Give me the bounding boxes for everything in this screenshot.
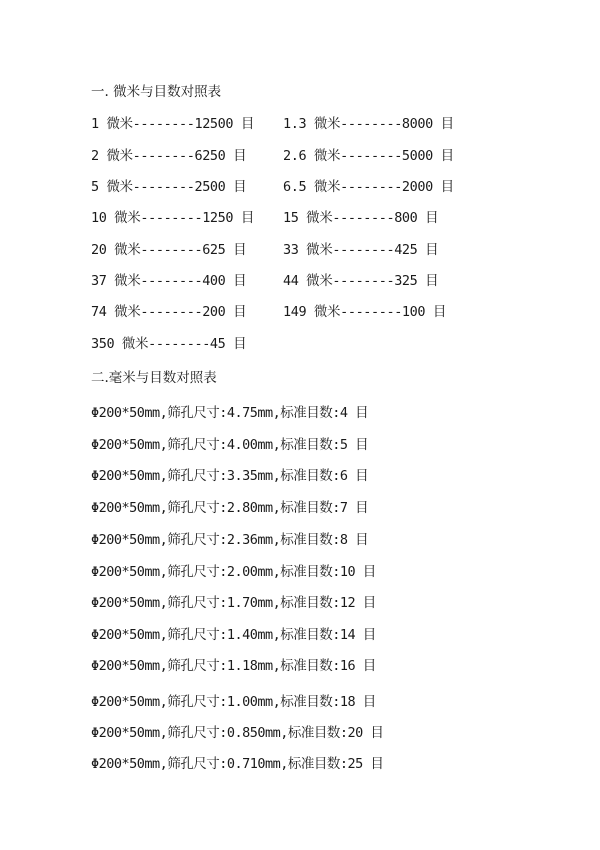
section2-title: 二.毫米与目数对照表: [91, 370, 217, 386]
sieve-row: Φ200*50mm,筛孔尺寸:0.710mm,标准目数:25 目: [91, 756, 384, 772]
micron-row: 2 微米--------6250 目: [91, 148, 247, 164]
micron-row: 10 微米--------1250 目: [91, 210, 254, 226]
micron-row: 350 微米--------45 目: [91, 336, 247, 352]
sieve-row: Φ200*50mm,筛孔尺寸:0.850mm,标准目数:20 目: [91, 725, 384, 741]
sieve-row: Φ200*50mm,筛孔尺寸:2.80mm,标准目数:7 目: [91, 500, 369, 516]
sieve-row: Φ200*50mm,筛孔尺寸:3.35mm,标准目数:6 目: [91, 468, 369, 484]
sieve-row: Φ200*50mm,筛孔尺寸:2.36mm,标准目数:8 目: [91, 532, 369, 548]
sieve-row: Φ200*50mm,筛孔尺寸:4.00mm,标准目数:5 目: [91, 437, 369, 453]
sieve-row: Φ200*50mm,筛孔尺寸:1.18mm,标准目数:16 目: [91, 658, 376, 674]
micron-row: 2.6 微米--------5000 目: [283, 148, 454, 164]
micron-row: 15 微米--------800 目: [283, 210, 439, 226]
sieve-row: Φ200*50mm,筛孔尺寸:1.70mm,标准目数:12 目: [91, 595, 376, 611]
micron-row: 6.5 微米--------2000 目: [283, 179, 454, 195]
micron-row: 74 微米--------200 目: [91, 304, 247, 320]
micron-row: 149 微米--------100 目: [283, 304, 446, 320]
sieve-row: Φ200*50mm,筛孔尺寸:2.00mm,标准目数:10 目: [91, 564, 376, 580]
micron-row: 37 微米--------400 目: [91, 273, 247, 289]
section1-title: 一. 微米与目数对照表: [91, 84, 222, 100]
sieve-row: Φ200*50mm,筛孔尺寸:4.75mm,标准目数:4 目: [91, 405, 369, 421]
micron-row: 20 微米--------625 目: [91, 242, 247, 258]
micron-row: 1 微米--------12500 目: [91, 116, 254, 132]
micron-row: 44 微米--------325 目: [283, 273, 439, 289]
micron-row: 1.3 微米--------8000 目: [283, 116, 454, 132]
micron-row: 5 微米--------2500 目: [91, 179, 247, 195]
micron-row: 33 微米--------425 目: [283, 242, 439, 258]
sieve-row: Φ200*50mm,筛孔尺寸:1.00mm,标准目数:18 目: [91, 694, 376, 710]
sieve-row: Φ200*50mm,筛孔尺寸:1.40mm,标准目数:14 目: [91, 627, 376, 643]
